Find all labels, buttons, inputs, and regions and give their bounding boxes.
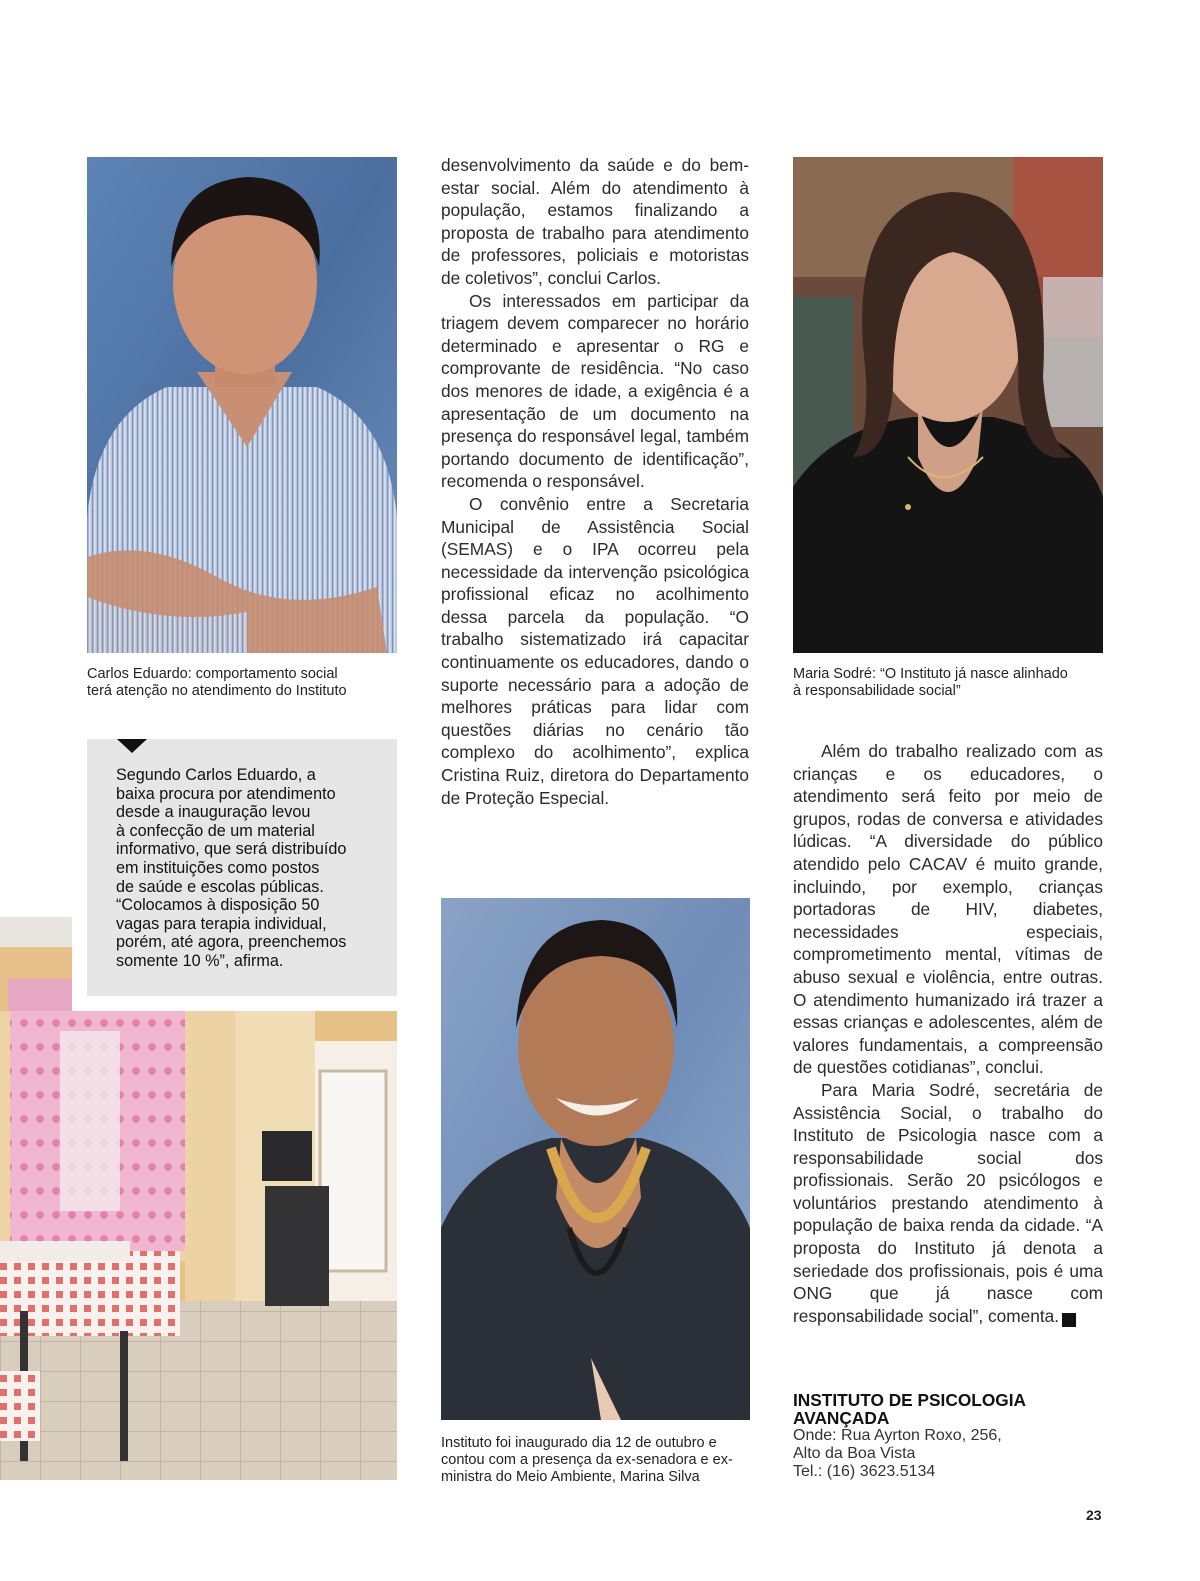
body-paragraph: Os interessados em participar da triagem devem comparecer no horário determinado e apresentar o RG e comprovante de residência. “No caso dos menores de idade, a exigência é a apresentação de um documento na presença do responsável legal, também portando documento de identificação”, recomenda o responsável. [441, 290, 749, 492]
quote-line: Segundo Carlos Eduardo, a [116, 766, 316, 784]
quote-line: em instituições como postos [116, 858, 320, 877]
caption-line: Instituto foi inaugurado dia 12 de outubro e [441, 1435, 717, 1451]
caption-line: ministra do Meio Ambiente, Marina Silva [441, 1469, 700, 1485]
caption-maria [793, 666, 1113, 700]
quote-line: “Colocamos à disposição 50 [116, 896, 320, 915]
triangle-marker-icon [117, 739, 147, 753]
caption-line: à responsabilidade social” [793, 683, 961, 699]
caption-carlos [87, 666, 407, 700]
page-number: 23 [1086, 1507, 1102, 1523]
quote-line: vagas para terapia individual, [116, 914, 327, 933]
photo-carlos-eduardo [87, 157, 397, 653]
body-text-middle [441, 154, 749, 809]
photo-room-top [0, 917, 72, 1011]
body-paragraph: Para Maria Sodré, secretária de Assistência Social, o trabalho do Instituto de Psicologia nasce com a responsabilidade social dos profissionais. Serão 20 psicólogos e voluntários prestando atendimento à população de baixa renda da cidade. “A proposta do Instituto já denota a seriedade dos profissionais, pois é uma ONG que já nasce com responsabilidade social”, comenta. [793, 1079, 1103, 1326]
body-paragraph: desenvolvimento da saúde e do bem-estar social. Além do atendimento à população, estamos finalizando a proposta de trabalho para atendimento de professores, policiais e motoristas de coletivos”, conclui Carlos. [441, 155, 749, 288]
quote-line: de saúde e escolas públicas. [116, 877, 324, 896]
sidebar-quote-text [116, 766, 378, 971]
info-phone: Tel.: (16) 3623.5134 [793, 1463, 936, 1480]
caption-line: contou com a presença da ex-senadora e ex- [441, 1452, 733, 1468]
photo-marina-silva [441, 898, 750, 1420]
photo-maria-sodre [793, 157, 1103, 653]
sidebar-quote-box [87, 739, 397, 996]
end-mark-icon: r [1062, 1313, 1076, 1327]
quote-line: à confecção de um material [116, 821, 315, 840]
body-text-right [793, 740, 1103, 1327]
quote-line: informativo, que será distribuído [116, 840, 347, 859]
info-title: INSTITUTO DE PSICOLOGIA [793, 1390, 1026, 1410]
caption-line: Carlos Eduardo: comportamento social [87, 666, 338, 682]
info-neighborhood: Alto da Boa Vista [793, 1445, 916, 1462]
body-paragraph: Além do trabalho realizado com as crianças e os educadores, o atendimento será feito por meio de grupos, rodas de conversa e atividades lúdicas. “A diversidade do público atendido pelo CACAV é muito grande, incluindo, por exemplo, crianças portadoras de HIV, diabetes, necessidades especiais, comprometimento mental, vítimas de abuso sexual e violência, entre outras. O atendimento humanizado irá trazer a essas crianças e adolescentes, além de valores fundamentais, a compreensão de questões cotidianas”, conclui. [793, 741, 1103, 1078]
caption-marina [441, 1435, 771, 1486]
photo-room-interior [0, 1011, 397, 1480]
caption-line: Maria Sodré: “O Instituto já nasce alinhado [793, 666, 1068, 682]
info-title: AVANÇADA [793, 1408, 890, 1428]
quote-line: somente 10 %”, afirma. [116, 951, 284, 970]
body-paragraph: O convênio entre a Secretaria Municipal de Assistência Social (SEMAS) e o IPA ocorreu pela necessidade da intervenção psicológica profissional eficaz no acolhimento dessa parcela da população. “O trabalho sistematizado irá capacitar continuamente os educadores, dando o suporte necessário para a adoção de melhores práticas para lidar com questões diárias no cenário tão complexo do acolhimento”, explica Cristina Ruiz, diretora do Departamento de Proteção Especial. [441, 493, 749, 808]
quote-line: desde a inauguração levou [116, 803, 311, 822]
quote-line: porém, até agora, preenchemos [116, 933, 347, 952]
info-box [793, 1391, 1113, 1481]
info-address: Onde: Rua Ayrton Roxo, 256, [793, 1427, 1002, 1444]
caption-line: terá atenção no atendimento do Instituto [87, 683, 347, 699]
quote-line: baixa procura por atendimento [116, 784, 336, 803]
